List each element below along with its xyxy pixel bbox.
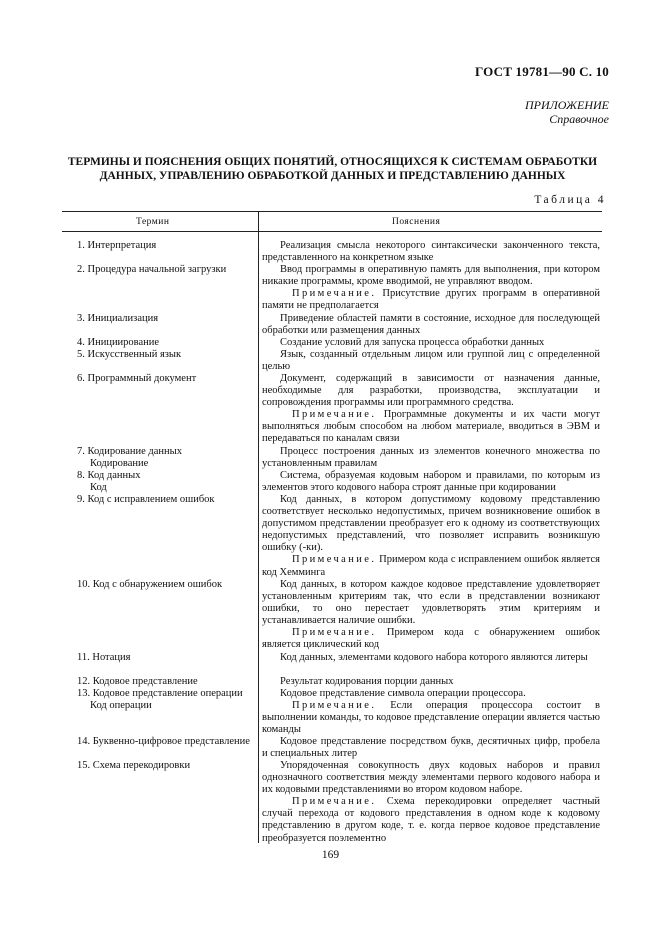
- explanation-cell: [262, 349, 600, 373]
- term-name: 10. Код с обнаружением ошибок: [77, 579, 223, 590]
- note-text: Если операция процессора состоит в выполнении команды, то кодовое представление операции является частью команды: [262, 700, 601, 736]
- term-name: 11. Нотация: [77, 652, 131, 663]
- table-top-rule: [62, 211, 602, 212]
- document-title: [60, 155, 605, 183]
- term-name: 4. Инициирование: [77, 337, 160, 348]
- term-cell: [62, 349, 252, 361]
- term-cell: [62, 373, 252, 385]
- note-text: Примером кода с обнаружением ошибок является циклический код: [262, 627, 601, 651]
- note-label: Примечание.: [292, 554, 377, 566]
- note-label: Примечание.: [292, 288, 377, 300]
- explanation-cell: [262, 494, 600, 579]
- explanation-text: Результат кодирования порции данных: [280, 676, 454, 687]
- explanation-text: Язык, созданный отдельным лицом или группой лиц с определенной целью: [262, 349, 600, 373]
- explanation-text: Процесс построения данных из элементов конечного множества по установленным правилам: [262, 446, 600, 470]
- term-cell: [62, 676, 252, 688]
- table-header-rule: [62, 231, 602, 232]
- explanation-text: Код данных, в котором допустимому кодовому представлению соответствует несколько недопустимых, причем возникновение ошибок в допустимом представлении преобразует его к одному из соответствующих недопустимых представлений, что позволяет исправить возникшую ошибку (-ки).: [262, 494, 600, 554]
- term-name: 1. Интерпретация: [77, 240, 157, 251]
- appendix-kind: Справочное: [549, 112, 609, 126]
- note-label: Примечание.: [292, 700, 377, 712]
- explanation-text: Код данных, элементами кодового набора которого являются литеры: [280, 652, 588, 663]
- explanation-text: Приведение областей памяти в состояние, исходное для последующей обработки или размещения данных: [262, 313, 600, 337]
- explanation-text: Создание условий для запуска процесса обработки данных: [280, 337, 545, 348]
- note-text: Программные документы и их части могут выполняться любым способом на любом материале, вводиться в ЭВМ и передаваться по каналам связи: [262, 409, 601, 445]
- appendix-title: ПРИЛОЖЕНИЕ: [525, 98, 609, 112]
- term-name: 3. Инициализация: [77, 313, 159, 324]
- column-header-explanation: Пояснения: [392, 217, 441, 227]
- term-name: 13. Кодовое представление операции: [77, 688, 243, 699]
- term-cell: [62, 470, 252, 494]
- note-text: Присутствие других программ в оперативной памяти не предполагается: [262, 288, 600, 312]
- explanation-cell: [262, 264, 600, 312]
- term-cell: [62, 337, 252, 349]
- explanation-text: Реализация смысла некоторого синтаксически законченного текста, представленного на конкретном языке: [262, 240, 600, 264]
- explanation-text: Ввод программы в оперативную память для выполнения, при котором никакие программы, кроме вводимой, не управляют вводом.: [262, 264, 600, 288]
- explanation-note: [262, 409, 600, 445]
- explanation-note: [262, 796, 600, 844]
- term-name: 5. Искусственный язык: [77, 349, 182, 360]
- term-synonym: Код операции: [90, 700, 152, 712]
- term-cell: [62, 760, 252, 772]
- term-name: 6. Программный документ: [77, 373, 197, 384]
- term-cell: [62, 494, 252, 506]
- term-cell: [62, 688, 252, 712]
- explanation-cell: [262, 579, 600, 652]
- note-label: Примечание.: [292, 409, 377, 421]
- page-number: 169: [321, 849, 340, 861]
- explanation-cell: [262, 446, 600, 470]
- term-cell: [62, 446, 252, 470]
- explanation-text: Кодовое представление символа операции процессора.: [280, 688, 526, 699]
- explanation-cell: [262, 337, 600, 349]
- table-label: Таблица 4: [534, 194, 606, 206]
- explanation-text: Документ, содержащий в зависимости от назначения данные, необходимые для разработки, производства, эксплуатации и сопровождения программы или программного средства.: [262, 373, 600, 409]
- explanation-note: [262, 700, 600, 736]
- term-name: 9. Код с исправлением ошибок: [77, 494, 215, 505]
- term-name: 8. Код данных: [77, 470, 141, 481]
- explanation-text: Система, образуемая кодовым набором и правилами, по которым из элементов этого кодового набора строят данные при кодировании: [262, 470, 600, 494]
- title-line-2: ДАННЫХ, УПРАВЛЕНИЮ ОБРАБОТКОЙ ДАННЫХ И ПРЕДСТАВЛЕНИЮ ДАННЫХ: [99, 170, 566, 182]
- explanation-note: [262, 627, 600, 651]
- appendix-block: [525, 98, 609, 126]
- term-name: 14. Буквенно-цифровое представление: [77, 736, 250, 747]
- standard-header: ГОСТ 19781—90 С. 10: [475, 64, 609, 79]
- note-label: Примечание.: [292, 796, 377, 808]
- explanation-cell: [262, 373, 600, 446]
- explanation-note: [262, 554, 600, 578]
- note-label: Примечание.: [292, 627, 377, 639]
- term-cell: [62, 264, 252, 276]
- explanation-cell: [262, 676, 600, 688]
- term-synonym: Кодирование: [90, 458, 149, 470]
- explanation-cell: [262, 688, 600, 736]
- explanation-text: Упорядоченная совокупность двух кодовых наборов и правил однозначного соответствия между элементами первого кодового набора и их кодовыми представлениями во втором кодовом наборе.: [262, 760, 600, 796]
- term-name: 2. Процедура начальной загрузки: [77, 264, 227, 275]
- term-name: 7. Кодирование данных: [77, 446, 182, 457]
- column-header-term: Термин: [136, 217, 170, 227]
- explanation-cell: [262, 313, 600, 337]
- note-text: Примером кода с исправлением ошибок является код Хемминга: [262, 554, 601, 578]
- term-synonym: Код: [90, 482, 107, 494]
- explanation-cell: [262, 760, 600, 845]
- term-name: 12. Кодовое представление: [77, 676, 198, 687]
- explanation-cell: [262, 240, 600, 264]
- table-column-divider: [258, 211, 259, 843]
- explanation-note: [262, 288, 600, 312]
- term-cell: [62, 240, 252, 252]
- explanation-text: Код данных, в котором каждое кодовое представление удовлетворяет установленным критериям так, что если в представлении возникают ошибки, то оно перестает удовлетворять этим критериям и устанавливается наличие ошибки.: [262, 579, 600, 627]
- term-name: 15. Схема перекодировки: [77, 760, 191, 771]
- term-cell: [62, 313, 252, 325]
- term-cell: [62, 736, 252, 748]
- explanation-cell: [262, 652, 600, 664]
- explanation-cell: [262, 470, 600, 494]
- explanation-cell: [262, 736, 600, 760]
- explanation-text: Кодовое представление посредством букв, десятичных цифр, пробела и специальных литер: [262, 736, 600, 760]
- term-cell: [62, 652, 252, 664]
- term-cell: [62, 579, 252, 591]
- note-text: Схема перекодировки определяет частный случай перехода от кодового представления в одном коде к кодовому представлению в другом коде, т. е. когда первое кодовое представление преобразуется поэлементно: [262, 796, 600, 844]
- title-line-1: ТЕРМИНЫ И ПОЯСНЕНИЯ ОБЩИХ ПОНЯТИЙ, ОТНОСЯЩИХСЯ К СИСТЕМАМ ОБРАБОТКИ: [67, 156, 598, 168]
